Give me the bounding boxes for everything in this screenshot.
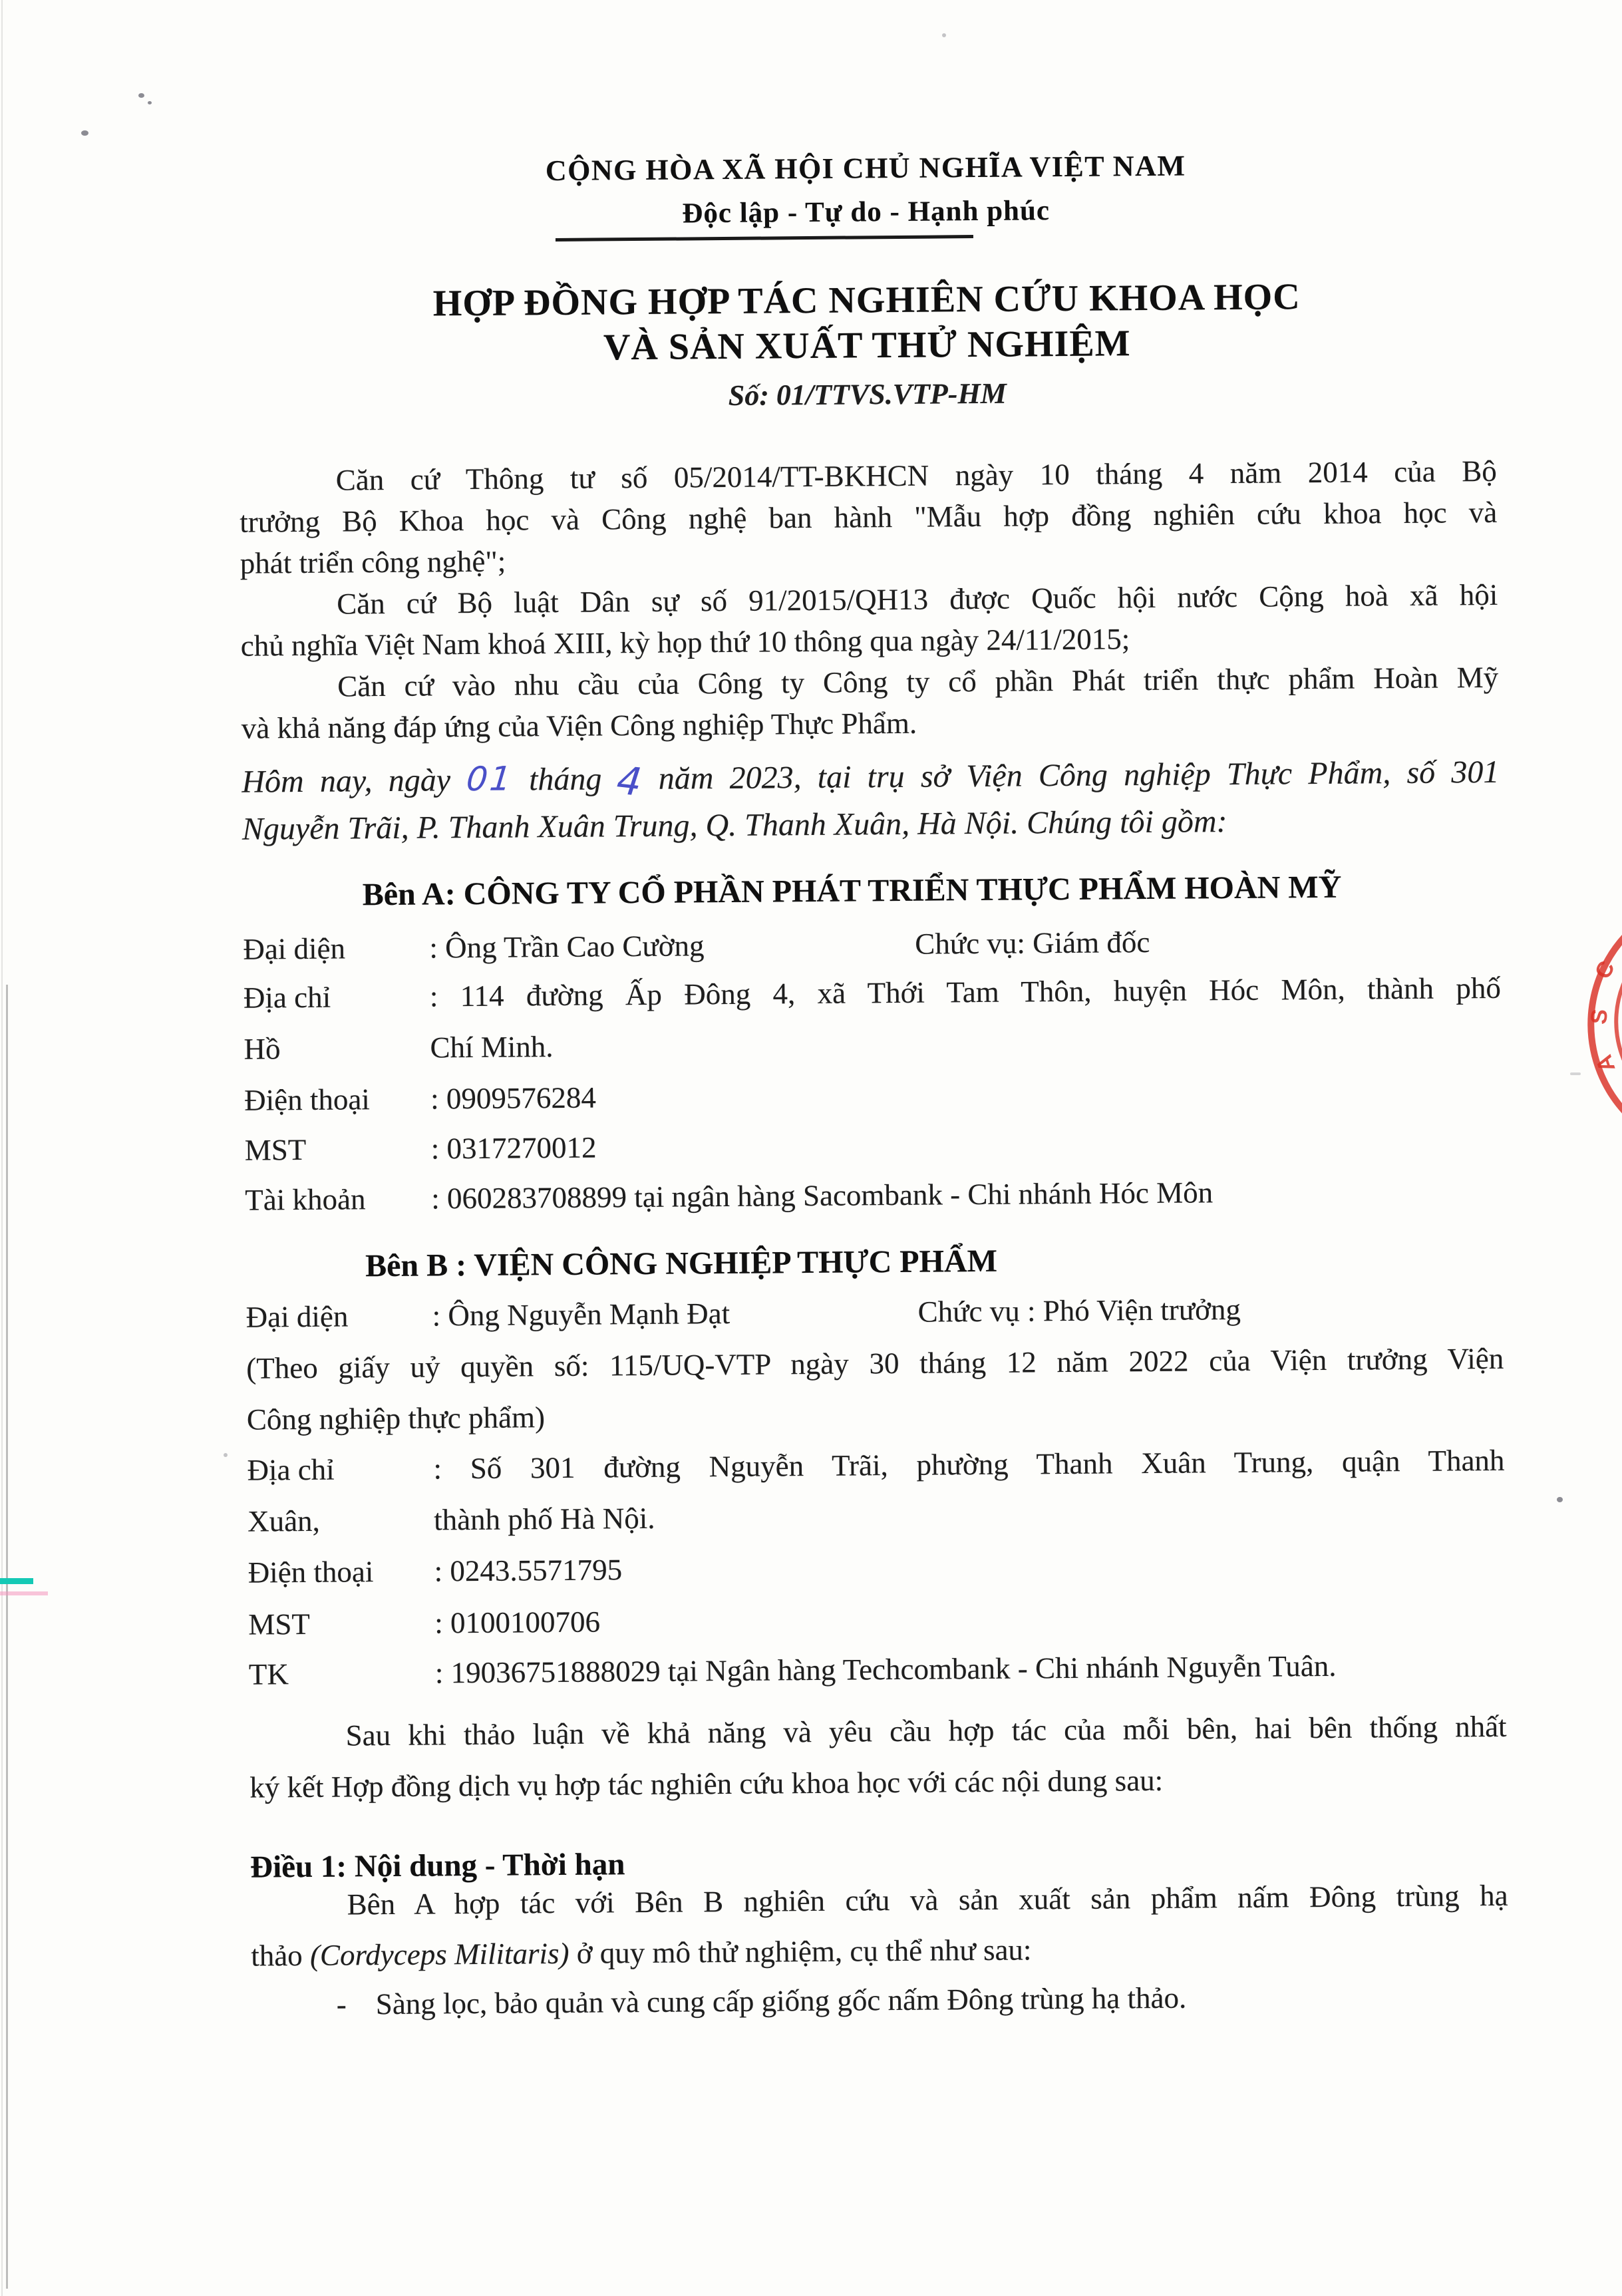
scanner-edge-line-faint: [1, 0, 3, 2296]
contract-title-line1: HỢP ĐỒNG HỢP TÁC NGHIÊN CỨU KHOA HỌC: [432, 276, 1301, 325]
date-line: [242, 748, 1499, 804]
party-b-heading: Bên B : VIỆN CÔNG NGHIỆP THỰC PHẨM: [365, 1243, 998, 1284]
motto-underline: [556, 235, 973, 242]
agreement-line1: Sau khi thảo luận về khả năng và yêu cầu hợp tác của mỗi bên, hai bên thống nhất: [345, 1709, 1507, 1752]
contract-title-line2: VÀ SẢN XUẤT THỬ NGHIỆM: [603, 323, 1131, 369]
preamble-line: Căn cứ vào nhu cầu của Công ty Công ty cổ phần Phát triển thực phẩm Hoàn Mỹ: [337, 660, 1499, 703]
party-b-tax-row: [248, 1593, 1506, 1646]
agreement-line2: ký kết Hợp đồng dịch vụ hợp tác nghiên cứu khoa học với các nội dung sau:: [249, 1763, 1164, 1804]
preamble-line: Căn cứ Bộ luật Dân sự số 91/2015/QH13 được Quốc hội nước Cộng hoà xã hội: [337, 577, 1498, 621]
party-a-phone-row: [244, 1069, 1502, 1122]
party-a-address-row: [243, 967, 1501, 1019]
party-b-address-row-2: [247, 1490, 1505, 1543]
red-seal-letter: A: [1591, 1051, 1621, 1075]
preamble-line: phát triển công nghệ";: [240, 544, 506, 580]
article1-body-line2: [251, 1925, 1508, 1977]
field-value: Chí Minh.: [430, 1030, 554, 1065]
party-a-representative-row: [243, 918, 1500, 971]
red-seal-letter: C: [1589, 957, 1621, 983]
national-motto-line1: CỘNG HÒA XÃ HỘI CHỦ NGHĨA VIỆT NAM: [545, 149, 1186, 188]
field-label: MST: [244, 1132, 307, 1167]
preamble-line: và khả năng đáp ứng của Viện Công nghiệp Thực Phẩm.: [241, 706, 917, 745]
species-name-italic: (Cordyceps Militaris): [309, 1936, 569, 1972]
field-value: thành phố Hà Nội.: [433, 1501, 655, 1537]
field-label: Địa chỉ: [243, 980, 331, 1015]
handwritten-day: 01: [464, 759, 515, 799]
party-a-tax-row: [244, 1119, 1502, 1172]
field-label: Xuân,: [247, 1504, 321, 1538]
date-line-text: Hôm nay, ngày: [242, 762, 451, 800]
bullet-item-text: Sàng lọc, bảo quản và cung cấp giống gốc nấm Đông trùng hạ thảo.: [375, 1981, 1187, 2021]
contract-content: [236, 0, 1511, 2296]
article1-body-text: thảo: [251, 1938, 311, 1973]
field-label: Hồ: [243, 1032, 281, 1066]
ink-speck: [148, 101, 152, 104]
party-a-heading: Bên A: CÔNG TY CỔ PHẦN PHÁT TRIỂN THỰC PHẨM HOÀN MỸ: [362, 869, 1342, 913]
article1-heading: Điều 1: Nội dung - Thời hạn: [249, 1847, 625, 1885]
authorization-note-line1: (Theo giấy uỷ quyền số: 115/UQ-VTP ngày 30 tháng 12 năm 2022 của Viện trưởng Viện: [246, 1341, 1504, 1385]
field-label: Đại diện: [245, 1299, 349, 1334]
field-label: Địa chỉ: [247, 1452, 335, 1487]
party-b-bank-row: [249, 1643, 1506, 1696]
national-motto-line2: Độc lập - Tự do - Hạnh phúc: [682, 195, 1051, 230]
scanner-edge-line: [6, 985, 8, 2289]
handwritten-month: 4: [614, 757, 645, 805]
ink-speck: [81, 130, 88, 136]
party-b-address-row: [247, 1439, 1504, 1492]
preamble-line: Căn cứ Thông tư số 05/2014/TT-BKHCN ngày 10 tháng 4 năm 2014 của Bộ: [335, 454, 1497, 497]
field-value: : 0909576284: [430, 1080, 597, 1116]
field-label: Tài khoản: [245, 1182, 366, 1217]
bullet-dash: -: [336, 1987, 347, 2021]
field-label: Điện thoại: [247, 1555, 374, 1589]
article1-body-text: ở quy mô thử nghiệm, cụ thể như sau:: [576, 1933, 1032, 1970]
position-value: Chức vụ : Phó Viện trưởng: [917, 1292, 1241, 1329]
position-value: Chức vụ: Giám đốc: [915, 925, 1150, 961]
ink-speck: [942, 33, 946, 37]
field-label: MST: [248, 1607, 311, 1641]
preamble-line: trưởng Bộ Khoa học và Công nghệ ban hành "Mẫu hợp đồng nghiên cứu khoa học và: [240, 495, 1498, 539]
field-value: : 0317270012: [430, 1130, 597, 1166]
field-value: : 114 đường Ấp Đông 4, xã Thới Tam Thôn, huyện Hóc Môn, thành phố: [429, 971, 1502, 1013]
field-value: : 060283708899 tại ngân hàng Sacombank - Chi nhánh Hóc Môn: [431, 1176, 1214, 1216]
field-value: : Số 301 đường Nguyễn Trãi, phường Thanh Xuân Trung, quận Thanh: [433, 1443, 1505, 1486]
article1-body-line1: Bên A hợp tác với Bên B nghiên cứu và sản xuất sản phẩm nấm Đông trùng hạ: [347, 1878, 1508, 1921]
field-label: TK: [248, 1657, 289, 1691]
date-line-text: năm 2023, tại trụ sở Viện Công nghiệp Thực Phẩm, số 301: [658, 754, 1500, 796]
contract-number: Số: 01/TTVS.VTP-HM: [728, 377, 1007, 412]
date-line-text: tháng: [528, 761, 602, 798]
party-b-representative-row: [245, 1286, 1503, 1339]
date-line-2: Nguyễn Trãi, P. Thanh Xuân Trung, Q. Thanh Xuân, Hà Nội. Chúng tôi gồm:: [242, 804, 1227, 847]
party-a-bank-row: [245, 1169, 1502, 1222]
field-value: : Ông Trần Cao Cường: [429, 929, 705, 965]
field-value: : 19036751888029 tại Ngân hàng Techcombank - Chi nhánh Nguyễn Tuân.: [434, 1649, 1337, 1690]
party-a-address-row-2: [243, 1018, 1501, 1070]
field-value: : 0243.5571795: [434, 1553, 623, 1588]
scanner-cyan-mark: [0, 1578, 33, 1584]
scanner-pink-mark: [0, 1591, 48, 1595]
red-seal-letter: S: [1586, 1008, 1613, 1026]
authorization-note-line2: Công nghiệp thực phẩm): [246, 1400, 546, 1436]
field-value: : Ông Nguyễn Mạnh Đạt: [432, 1296, 730, 1333]
ink-speck: [138, 93, 144, 98]
field-label: Điện thoại: [243, 1082, 371, 1117]
field-value: : 0100100706: [434, 1605, 601, 1640]
ink-speck: [224, 1453, 228, 1457]
ink-speck: [1570, 1072, 1581, 1075]
ink-speck: [1557, 1497, 1563, 1502]
party-b-phone-row: [247, 1542, 1505, 1594]
preamble-line: chủ nghĩa Việt Nam khoá XIII, kỳ họp thứ 10 thông qua ngày 24/11/2015;: [240, 622, 1130, 663]
field-label: Đại diện: [243, 931, 346, 966]
